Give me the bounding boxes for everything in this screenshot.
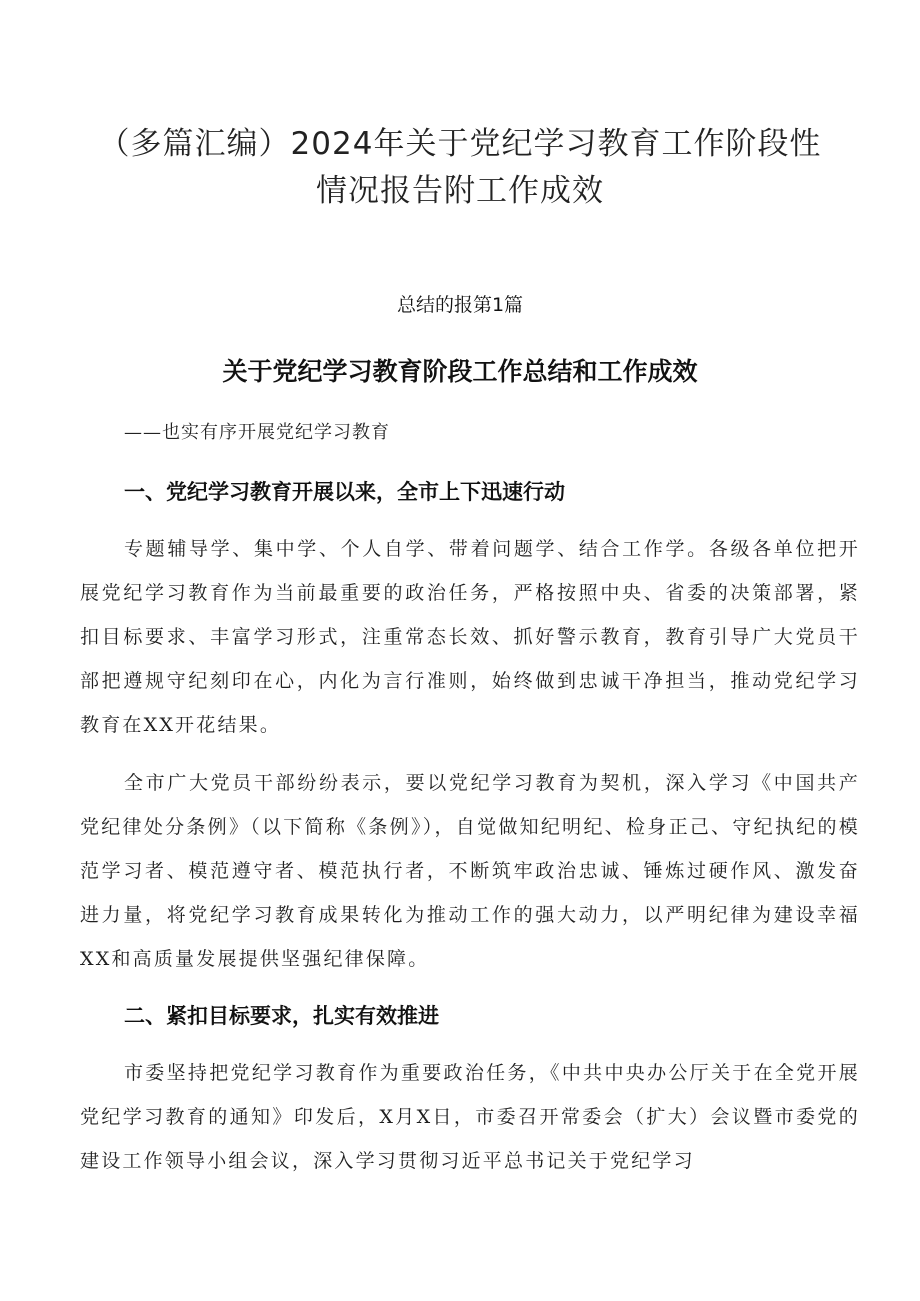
report-tagline: ——也实有序开展党纪学习教育 <box>124 422 390 443</box>
document-title-line-2: 情况报告附工作成效 <box>316 173 604 209</box>
section-2-heading: 二、紧扣目标要求，扎实有效推进 <box>124 1004 439 1028</box>
report-title: 关于党纪学习教育阶段工作总结和工作成效 <box>222 357 698 386</box>
section-1-heading: 一、党纪学习教育开展以来，全市上下迅速行动 <box>124 480 565 504</box>
section-subtitle: 总结的报第1篇 <box>396 294 524 316</box>
section-1-paragraph-1: 专题辅导学、集中学、个人自学、带着问题学、结合工作学。各级各单位把开展党纪学习教育作为当前最重要的政治任务，严格按照中央、省委的决策部署，紧扣目标要求、丰富学习形式，注重常态长效、抓好警示教育，教育引导广大党员干部把遵规守纪刻印在心，内化为言行准则，始终做到忠诚干净担当，推动党纪学习教育在XX开花结果。 <box>80 538 860 736</box>
document-title-line-1: （多篇汇编）2024年关于党纪学习教育工作阶段性 <box>98 126 822 162</box>
section-2-paragraph-1: 市委坚持把党纪学习教育作为重要政治任务，《中共中央办公厅关于在全党开展党纪学习教育的通知》印发后，X月X日，市委召开常委会（扩大）会议暨市委党的建设工作领导小组会议，深入学习贯彻习近平总书记关于党纪学习 <box>80 1062 860 1172</box>
section-1-paragraph-2: 全市广大党员干部纷纷表示，要以党纪学习教育为契机，深入学习《中国共产党纪律处分条例》（以下简称《条例》），自觉做知纪明纪、检身正己、守纪执纪的模范学习者、模范遵守者、模范执行者，不断筑牢政治忠诚、锤炼过硬作风、激发奋进力量，将党纪学习教育成果转化为推动工作的强大动力，以严明纪律为建设幸福XX和高质量发展提供坚强纪律保障。 <box>80 772 860 970</box>
